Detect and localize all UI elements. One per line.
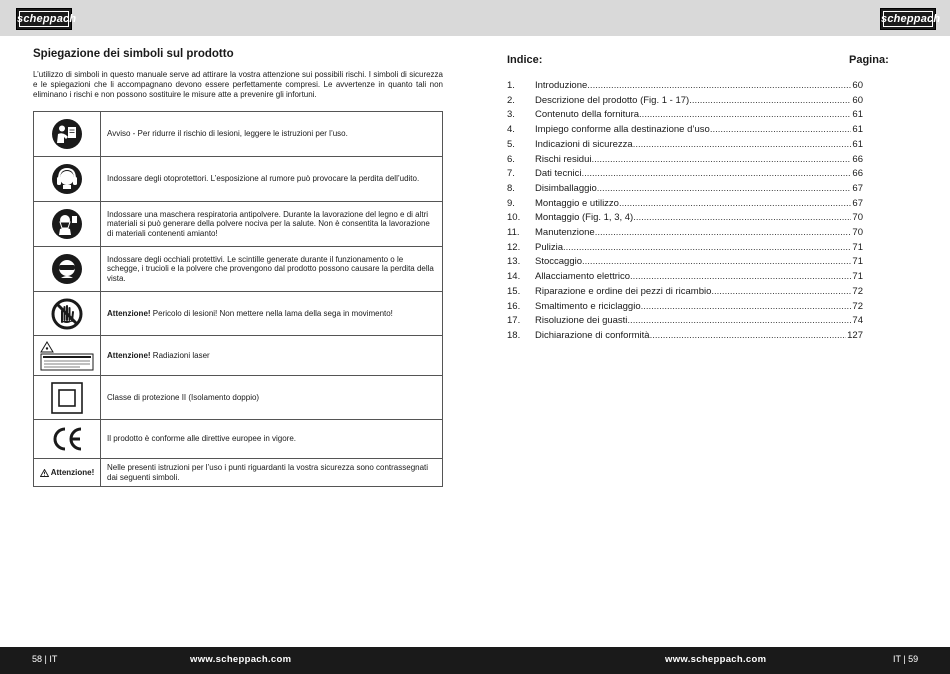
index-heading: Indice: xyxy=(507,54,543,66)
toc-number: 17. xyxy=(507,315,521,327)
toc-leader-dots xyxy=(627,314,851,328)
symbol-row xyxy=(34,247,443,292)
toc-number: 2. xyxy=(507,94,515,106)
laser-warning-icon xyxy=(40,341,94,371)
toc-page-number: 67 xyxy=(852,182,863,194)
toc-page-number: 66 xyxy=(852,168,863,180)
toc-number: 14. xyxy=(507,271,521,283)
toc-leader-dots xyxy=(563,241,851,255)
toc-title: Dati tecnici xyxy=(535,168,582,180)
toc-leader-dots xyxy=(597,182,852,196)
toc-title: Allacciamento elettrico xyxy=(535,271,631,283)
toc-entry[interactable] xyxy=(507,138,863,152)
toc-page-number: 74 xyxy=(852,315,863,327)
toc-number: 18. xyxy=(507,329,521,341)
toc-title: Rischi residui xyxy=(535,153,592,165)
toc-entry[interactable] xyxy=(507,270,863,284)
section-title: Spiegazione dei simboli sul prodotto xyxy=(33,48,234,60)
toc-title: Smaltimento e riciclaggio xyxy=(535,300,641,312)
toc-number: 8. xyxy=(507,182,515,194)
toc-entry[interactable] xyxy=(507,314,863,328)
toc-entry[interactable] xyxy=(507,123,863,137)
attention-label: Attenzione! xyxy=(50,467,95,477)
toc-number: 16. xyxy=(507,300,521,312)
toc-leader-dots xyxy=(639,108,851,122)
toc-page-number: 72 xyxy=(852,285,863,297)
toc-entry[interactable] xyxy=(507,329,863,343)
toc-page-number: 61 xyxy=(852,109,863,121)
symbol-row xyxy=(34,112,443,157)
toc-leader-dots xyxy=(710,123,852,137)
toc-leader-dots xyxy=(650,329,847,343)
toc-page-number: 61 xyxy=(852,124,863,136)
ear-protection-icon xyxy=(51,163,83,195)
toc-number: 9. xyxy=(507,197,515,209)
toc-title: Risoluzione dei guasti xyxy=(535,315,628,327)
page-number-right: IT | 59 xyxy=(893,654,919,664)
toc-leader-dots xyxy=(592,153,852,167)
symbol-description: Classe di protezione II (Isolamento doppio) xyxy=(101,376,443,420)
dust-mask-icon xyxy=(51,208,83,240)
toc-leader-dots xyxy=(581,167,851,181)
toc-title: Riparazione e ordine dei pezzi di ricambio xyxy=(535,285,712,297)
toc-entry[interactable] xyxy=(507,226,863,240)
symbol-description: Indossare degli occhiali protettivi. Le scintille generate durante il funzionamento o le schegge, i trucioli e la polvere che provengono dal prodotto possono causare la perdita della vista. xyxy=(101,247,443,292)
symbol-description: Attenzione! Pericolo di lesioni! Non mettere nella lama della sega in movimento! xyxy=(101,292,443,336)
symbol-description: Attenzione! Radiazioni laser xyxy=(101,336,443,376)
toc-title: Disimballaggio xyxy=(535,182,597,194)
toc-entry[interactable] xyxy=(507,153,863,167)
toc-page-number: 60 xyxy=(852,94,863,106)
symbols-table xyxy=(33,111,443,487)
toc-page-number: 61 xyxy=(852,138,863,150)
symbol-row xyxy=(34,420,443,459)
toc-entry[interactable] xyxy=(507,182,863,196)
toc-title: Montaggio e utilizzo xyxy=(535,197,619,209)
toc-leader-dots xyxy=(587,79,851,93)
symbol-description: Avviso - Per ridurre il rischio di lesioni, leggere le istruzioni per l’uso. xyxy=(101,112,443,157)
toc-number: 6. xyxy=(507,153,515,165)
toc-entry[interactable] xyxy=(507,241,863,255)
toc-entry[interactable] xyxy=(507,79,863,93)
toc-number: 15. xyxy=(507,285,521,297)
intro-paragraph: L’utilizzo di simboli in questo manuale serve ad attirare la vostra attenzione sui possibili rischi. I simboli di sicurezza e le spiegazioni che li accompagnano devono essere perfettamente compresi. Le avvertenze in quanto tali non eliminano i rischi e non possono sostituire le misure atte a prevenire gli infortuni. xyxy=(33,70,443,99)
toc-leader-dots xyxy=(595,226,852,240)
toc-entry[interactable] xyxy=(507,211,863,225)
toc-title: Manutenzione xyxy=(535,227,595,238)
toc-leader-dots xyxy=(711,285,851,299)
toc-page-number: 71 xyxy=(852,241,863,253)
toc-title: Stoccaggio xyxy=(535,256,583,268)
toc-entry[interactable] xyxy=(507,285,863,299)
toc-leader-dots xyxy=(582,255,851,269)
toc-entry[interactable] xyxy=(507,167,863,181)
toc-page-number: 127 xyxy=(847,329,863,341)
safety-goggles-icon xyxy=(51,253,83,285)
toc-number: 1. xyxy=(507,80,515,91)
symbol-row xyxy=(34,376,443,420)
website-link-right[interactable]: www.scheppach.com xyxy=(665,654,767,665)
double-insulation-icon xyxy=(51,382,83,414)
symbol-row xyxy=(34,336,443,376)
toc-page-number: 70 xyxy=(852,227,863,238)
toc-title: Dichiarazione di conformità xyxy=(535,329,650,341)
ce-mark-icon xyxy=(50,426,84,452)
read-manual-icon xyxy=(51,118,83,150)
toc-number: 13. xyxy=(507,256,521,268)
toc-entry[interactable] xyxy=(507,197,863,211)
toc-leader-dots xyxy=(633,211,851,225)
toc-leader-dots xyxy=(619,197,851,211)
symbol-row xyxy=(34,157,443,202)
toc-page-number: 71 xyxy=(852,271,863,283)
toc-number: 11. xyxy=(507,227,520,238)
symbol-description: Nelle presenti istruzioni per l’uso i punti riguardanti la vostra sicurezza sono contrassegnati dai seguenti simboli. xyxy=(101,459,443,487)
toc-entry[interactable] xyxy=(507,255,863,269)
toc-entry[interactable] xyxy=(507,108,863,122)
symbol-row xyxy=(34,292,443,336)
toc-number: 7. xyxy=(507,168,515,180)
brand-logo-left: scheppach xyxy=(16,8,72,30)
toc-title: Pulizia xyxy=(535,241,563,253)
symbol-row xyxy=(34,459,443,487)
symbol-description: Indossare degli otoprotettori. L’esposizione al rumore può provocare la perdita dell’udito. xyxy=(101,157,443,202)
toc-title: Descrizione del prodotto (Fig. 1 - 17) xyxy=(535,94,690,106)
toc-page-number: 66 xyxy=(852,153,863,165)
toc-page-number: 71 xyxy=(852,256,863,268)
toc-number: 12. xyxy=(507,241,521,253)
warning-triangle-icon xyxy=(40,469,49,477)
toc-number: 10. xyxy=(507,212,521,224)
no-hands-icon xyxy=(51,298,83,330)
page-number-left: 58 | IT xyxy=(32,654,58,664)
toc-leader-dots xyxy=(689,94,851,108)
toc-number: 3. xyxy=(507,109,515,121)
toc-page-number: 72 xyxy=(852,300,863,312)
toc-leader-dots xyxy=(630,270,851,284)
toc-entry[interactable] xyxy=(507,300,863,314)
website-link-left[interactable]: www.scheppach.com xyxy=(190,654,292,665)
toc-title: Impiego conforme alla destinazione d’uso xyxy=(535,124,710,136)
header-bar xyxy=(0,0,950,36)
toc-title: Introduzione xyxy=(535,80,588,91)
brand-logo-right: scheppach xyxy=(880,8,936,30)
toc-page-number: 60 xyxy=(852,80,863,91)
toc-number: 5. xyxy=(507,138,515,150)
page-heading: Pagina: xyxy=(849,54,889,66)
toc-number: 4. xyxy=(507,124,515,136)
toc-title: Montaggio (Fig. 1, 3, 4) xyxy=(535,212,634,224)
toc-leader-dots xyxy=(633,138,852,152)
toc-page-number: 70 xyxy=(852,212,863,224)
symbol-row xyxy=(34,202,443,247)
toc-title: Contenuto della fornitura xyxy=(535,109,640,121)
toc-entry[interactable] xyxy=(507,94,863,108)
toc-title: Indicazioni di sicurezza xyxy=(535,138,633,150)
symbol-description: Il prodotto è conforme alle direttive europee in vigore. xyxy=(101,420,443,459)
toc-page-number: 67 xyxy=(852,197,863,209)
symbol-description: Indossare una maschera respiratoria antipolvere. Durante la lavorazione del legno e di altri materiali si può generare della polvere nociva per la salute. Non è consentita la lavorazione di materiali contenenti amianto! xyxy=(101,202,443,247)
footer-bar xyxy=(0,647,950,674)
toc-leader-dots xyxy=(641,300,852,314)
